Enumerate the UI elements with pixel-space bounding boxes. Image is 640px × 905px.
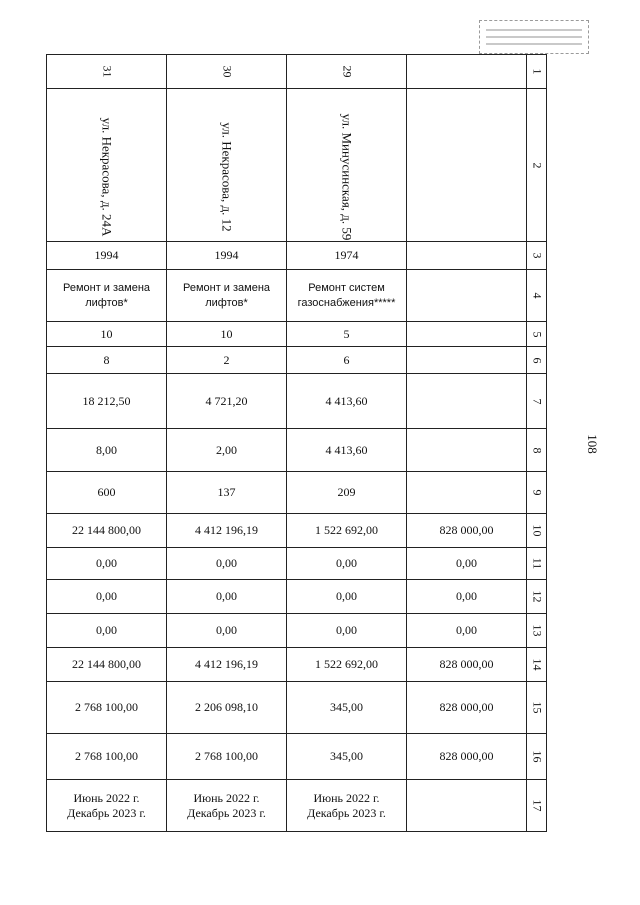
table-row — [47, 780, 547, 832]
table-row — [47, 89, 547, 242]
col-number-cell: 30 — [167, 55, 287, 89]
table-cell — [407, 347, 527, 374]
table-cell: 0,00 — [287, 614, 407, 648]
table-cell: 1 522 692,00 — [287, 648, 407, 682]
table-row — [47, 242, 547, 270]
table-cell: 4 413,60 — [287, 429, 407, 472]
row-number: 14 — [527, 648, 547, 682]
table-cell: 2 768 100,00 — [47, 734, 167, 780]
row-number: 7 — [527, 374, 547, 429]
table-cell — [407, 374, 527, 429]
address-cell: ул. Некрасова, д. 12 — [167, 89, 287, 242]
table-cell: 345,00 — [287, 734, 407, 780]
table-cell: 0,00 — [287, 548, 407, 580]
row-number: 1 — [527, 55, 547, 89]
table-row — [47, 548, 547, 580]
table-cell — [407, 322, 527, 347]
address-cell: ул. Некрасова, д. 24А — [47, 89, 167, 242]
table-cell: 8 — [47, 347, 167, 374]
year-cell — [407, 242, 527, 270]
table-cell: 10 — [167, 322, 287, 347]
row-number: 2 — [527, 89, 547, 242]
row-number: 15 — [527, 682, 547, 734]
col-number-cell — [407, 55, 527, 89]
table-row — [47, 614, 547, 648]
table-cell: 0,00 — [407, 580, 527, 614]
address-cell — [407, 89, 527, 242]
row-number: 8 — [527, 429, 547, 472]
table-row — [47, 472, 547, 514]
table-cell: 2 768 100,00 — [167, 734, 287, 780]
table-cell: 2 — [167, 347, 287, 374]
table-cell: 2,00 — [167, 429, 287, 472]
work-category-cell: Ремонт и замена лифтов* — [47, 270, 167, 322]
year-cell: 1974 — [287, 242, 407, 270]
row-number: 9 — [527, 472, 547, 514]
row-number: 11 — [527, 548, 547, 580]
table-cell: 18 212,50 — [47, 374, 167, 429]
table-cell: 4 412 196,19 — [167, 514, 287, 548]
table-cell: 0,00 — [407, 548, 527, 580]
table-cell: 137 — [167, 472, 287, 514]
table-cell: 0,00 — [167, 614, 287, 648]
table-cell: 6 — [287, 347, 407, 374]
row-number: 4 — [527, 270, 547, 322]
table-cell: 0,00 — [167, 548, 287, 580]
table-cell: 5 — [287, 322, 407, 347]
row-number: 13 — [527, 614, 547, 648]
table-cell: 209 — [287, 472, 407, 514]
work-category-cell: Ремонт систем газоснабжения***** — [287, 270, 407, 322]
row-number: 10 — [527, 514, 547, 548]
table-cell: 8,00 — [47, 429, 167, 472]
table-cell: 22 144 800,00 — [47, 648, 167, 682]
table-cell: 2 768 100,00 — [47, 682, 167, 734]
period-cell: Июнь 2022 г. Декабрь 2023 г. — [167, 780, 287, 832]
table-row — [47, 374, 547, 429]
table-cell: 0,00 — [47, 548, 167, 580]
data-table — [46, 54, 547, 832]
table-row — [47, 734, 547, 780]
table-cell: 828 000,00 — [407, 682, 527, 734]
table-row — [47, 55, 547, 89]
col-number-cell: 31 — [47, 55, 167, 89]
row-number: 5 — [527, 322, 547, 347]
table-cell: 0,00 — [287, 580, 407, 614]
table-cell: 828 000,00 — [407, 734, 527, 780]
table-row — [47, 270, 547, 322]
year-cell: 1994 — [47, 242, 167, 270]
table-row — [47, 682, 547, 734]
row-number: 3 — [527, 242, 547, 270]
table-cell: 10 — [47, 322, 167, 347]
table-cell: 345,00 — [287, 682, 407, 734]
table-row — [47, 580, 547, 614]
table-cell: 0,00 — [47, 580, 167, 614]
row-number: 17 — [527, 780, 547, 832]
work-category-cell — [407, 270, 527, 322]
table-cell: 4 412 196,19 — [167, 648, 287, 682]
address-cell: ул. Минусинская, д. 59 — [287, 89, 407, 242]
row-number: 6 — [527, 347, 547, 374]
table-cell: 2 206 098,10 — [167, 682, 287, 734]
table-cell: 0,00 — [407, 614, 527, 648]
table-row — [47, 514, 547, 548]
stamp — [479, 20, 589, 54]
col-number-cell: 29 — [287, 55, 407, 89]
row-number: 12 — [527, 580, 547, 614]
table-row — [47, 429, 547, 472]
work-category-cell: Ремонт и замена лифтов* — [167, 270, 287, 322]
period-cell — [407, 780, 527, 832]
table-cell: 4 721,20 — [167, 374, 287, 429]
table-cell: 600 — [47, 472, 167, 514]
table-row — [47, 347, 547, 374]
table-cell: 0,00 — [47, 614, 167, 648]
table-cell: 828 000,00 — [407, 514, 527, 548]
period-cell: Июнь 2022 г. Декабрь 2023 г. — [47, 780, 167, 832]
table-cell: 1 522 692,00 — [287, 514, 407, 548]
table-cell — [407, 472, 527, 514]
table-cell: 828 000,00 — [407, 648, 527, 682]
table-row — [47, 322, 547, 347]
page-number: 108 — [585, 434, 600, 454]
table-cell — [407, 429, 527, 472]
table-cell: 0,00 — [167, 580, 287, 614]
row-number: 16 — [527, 734, 547, 780]
table-cell: 4 413,60 — [287, 374, 407, 429]
table-row — [47, 648, 547, 682]
year-cell: 1994 — [167, 242, 287, 270]
table-cell: 22 144 800,00 — [47, 514, 167, 548]
period-cell: Июнь 2022 г. Декабрь 2023 г. — [287, 780, 407, 832]
